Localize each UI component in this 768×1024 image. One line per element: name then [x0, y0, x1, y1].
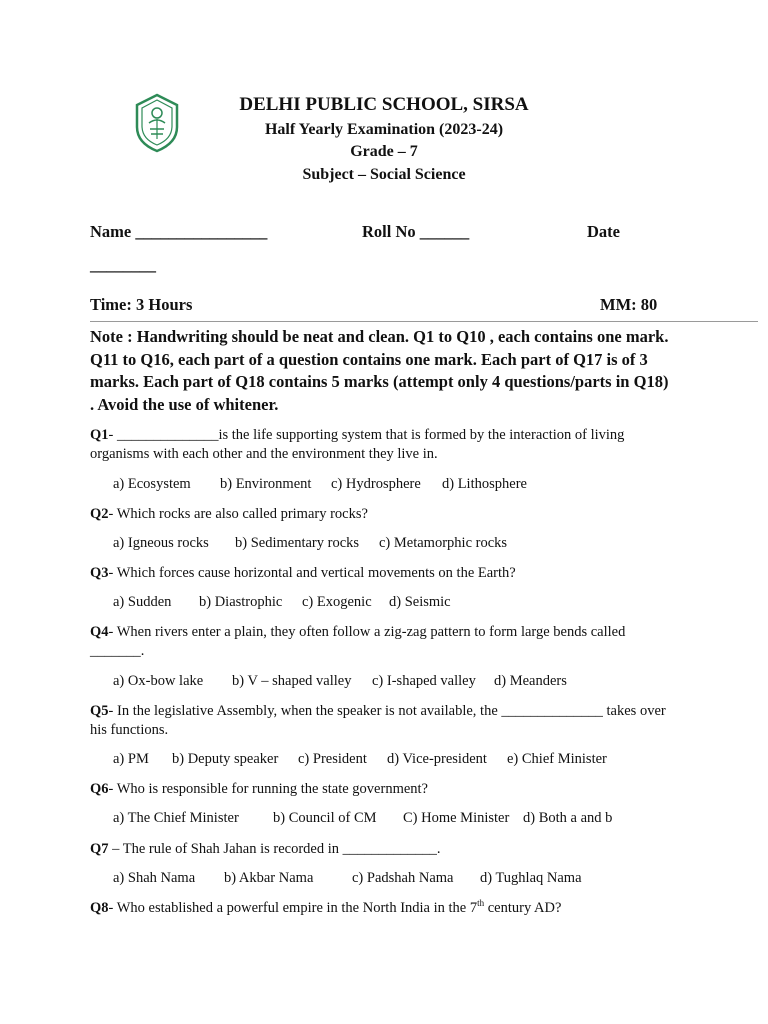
roll-no-field: Roll No ______	[362, 222, 470, 241]
question-number: Q1	[90, 427, 109, 443]
question-number: Q6	[90, 781, 109, 797]
question-number: Q3	[90, 565, 109, 581]
question-1	[90, 426, 668, 464]
question-text: - Who established a powerful empire in the North India in the 7	[108, 900, 478, 916]
option: d) Meanders	[494, 673, 567, 689]
option: b) V – shaped valley	[232, 673, 352, 689]
question-text-end: century AD?	[484, 900, 562, 916]
options-q5	[113, 751, 607, 768]
options-q7	[113, 870, 582, 887]
option: b) Sedimentary rocks	[235, 535, 360, 551]
divider	[90, 321, 758, 322]
option: c) I-shaped valley	[372, 673, 476, 689]
option: a) Shah Nama	[113, 870, 196, 886]
option: a) Sudden	[113, 594, 172, 610]
option: c) Metamorphic rocks	[379, 535, 508, 551]
option: b) Deputy speaker	[172, 751, 279, 767]
date-line: ________	[90, 255, 156, 274]
option: a) PM	[113, 751, 149, 767]
option: a) Ecosystem	[113, 476, 191, 492]
option: c) President	[298, 751, 367, 767]
option: b) Environment	[220, 476, 312, 492]
question-number: Q4	[90, 624, 109, 640]
option: a) The Chief Minister	[113, 810, 239, 826]
option: c) Padshah Nama	[352, 870, 454, 886]
option: e) Chief Minister	[507, 751, 607, 767]
time-label: Time: 3 Hours	[90, 295, 193, 314]
question-text: - Which rocks are also called primary rocks?	[108, 506, 368, 522]
question-number: Q8	[90, 900, 109, 916]
options-q3	[113, 594, 451, 611]
option: d) Tughlaq Nama	[480, 870, 582, 886]
question-6	[90, 780, 668, 799]
option: b) Akbar Nama	[224, 870, 314, 886]
school-name: DELHI PUBLIC SCHOOL, SIRSA	[239, 94, 529, 115]
option: b) Diastrophic	[199, 594, 283, 610]
question-text: - When rivers enter a plain, they often follow a zig-zag pattern to form large bends called _______.	[90, 624, 626, 659]
option: d) Seismic	[389, 594, 451, 610]
options-q2	[113, 535, 507, 552]
question-number: Q2	[90, 506, 109, 522]
option: d) Both a and b	[523, 810, 613, 826]
option: C) Home Minister	[403, 810, 510, 826]
question-4	[90, 623, 668, 661]
question-text: - In the legislative Assembly, when the speaker is not available, the ______________ takes over his functions.	[90, 703, 666, 738]
exam-title: Half Yearly Examination (2023-24)	[264, 121, 504, 138]
option: c) Hydrosphere	[331, 476, 421, 492]
instructions-note: Note : Handwriting should be neat and clean. Q1 to Q10 , each contains one mark. Q11 to Q16, each part of a question contains one mark. Each part of Q17 is of 3 marks. Each part of Q18 contains 5 marks (attempt only 4 questions/parts in Q18) . Avoid the use of whitener.	[90, 327, 669, 414]
options-q6	[113, 810, 612, 827]
option: a) Ox-bow lake	[113, 673, 204, 689]
name-field: Name ________________	[90, 222, 268, 241]
grade-label: Grade – 7	[350, 143, 418, 160]
option: b) Council of CM	[273, 810, 377, 826]
question-text: - Which forces cause horizontal and vertical movements on the Earth?	[108, 565, 516, 581]
max-marks-label: MM: 80	[600, 295, 658, 314]
question-text: - ______________is the life supporting system that is formed by the interaction of living organisms with each other and the environment they live in.	[90, 427, 625, 462]
question-number: Q5	[90, 703, 109, 719]
option: c) Exogenic	[302, 594, 372, 610]
option: a) Igneous rocks	[113, 535, 209, 551]
subject-label: Subject – Social Science	[302, 166, 466, 183]
question-5	[90, 702, 668, 740]
question-2	[90, 505, 668, 524]
option: d) Vice-president	[387, 751, 487, 767]
options-q1	[113, 476, 527, 493]
question-8	[90, 899, 668, 918]
option: d) Lithosphere	[442, 476, 527, 492]
question-7	[90, 840, 668, 859]
superscript: th	[477, 898, 485, 909]
date-label: Date	[587, 222, 620, 241]
question-text: - Who is responsible for running the state government?	[108, 781, 428, 797]
options-q4	[113, 673, 567, 690]
question-text: – The rule of Shah Jahan is recorded in _____________.	[108, 841, 441, 857]
question-number: Q7	[90, 841, 109, 857]
question-3	[90, 564, 668, 583]
